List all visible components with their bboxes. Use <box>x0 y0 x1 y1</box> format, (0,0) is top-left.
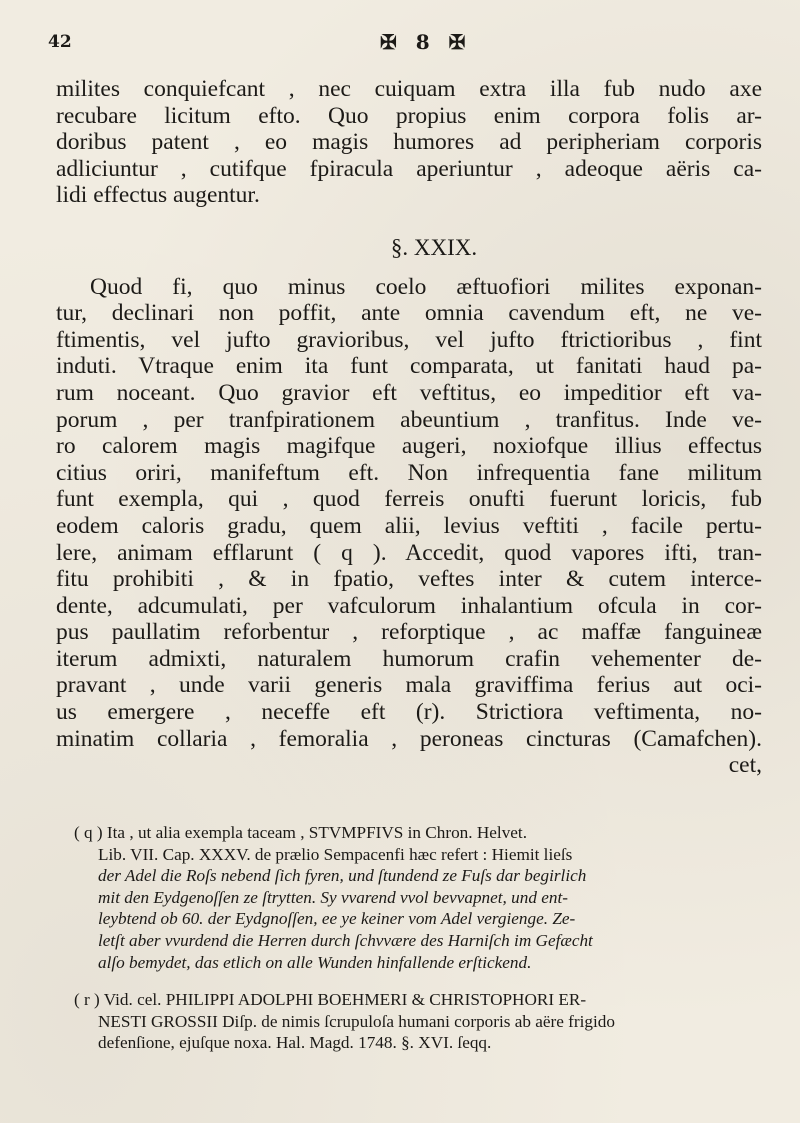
text-line: iterum admixti, naturalem humorum crafin vehementer de- <box>56 645 762 672</box>
section-heading: §. XXIX. <box>390 234 478 260</box>
footnote-r-line: ( r ) Vid. cel. PHILIPPI ADOLPHI BOEHMERI & CHRISTOPHORI ER- <box>74 990 587 1010</box>
text-line: porum , per tranfpirationem abeuntium , tranfitus. Inde ve- <box>56 406 762 433</box>
text-line: us emergere , neceffe eft (r). Strictiora veftimenta, no- <box>56 699 762 726</box>
footnote-r-line: NESTI GROSSII Diſp. de nimis ſcrupuloſa humani corporis ab aëre frigido <box>98 1011 615 1031</box>
text-line: funt exempla, qui , quod ferreis onufti fuerunt loricis, fub <box>56 486 762 513</box>
text-line: pus paullatim reforbentur , reforptique , ac maffæ fanguineæ <box>56 619 762 646</box>
footnote-q-line: der Adel die Roſs nebend ſich fyren, und ſtundend ze Fuſs dar begirlich <box>98 866 587 886</box>
footnote-q-line: mit den Eydgenoſſen ze ſtrytten. Sy vvarend vvol bevvapnet, und ent- <box>98 887 568 907</box>
text-line: induti. Vtraque enim ita funt comparata, ut fanitati haud pa- <box>56 353 762 380</box>
footnote-q-line: letſt aber vvurdend die Herren durch ſchvvære des Harniſch im Gefæcht <box>98 930 593 950</box>
footnotes <box>74 822 758 1054</box>
text-line: adliciuntur , cutifque fpiracula aperiuntur , adeoque aëris ca- <box>56 155 762 182</box>
text-line: rum noceant. Quo gravior eft veftitus, eo impeditior eft va- <box>56 379 762 406</box>
text-line: minatim collaria , femoralia , peroneas cincturas (Camafchen). <box>56 725 762 752</box>
text-line: citius oriri, manifeftum eft. Non infrequentia fane militum <box>56 459 762 486</box>
page-number: 42 <box>48 32 72 52</box>
text-line: ro calorem magis magifque augeri, noxiofque illius effectus <box>56 433 762 460</box>
text-line: recubare licitum efto. Quo propius enim corpora folis ar- <box>56 102 762 129</box>
text-line: pravant , unde varii generis mala graviffima ferius aut oci- <box>56 672 762 699</box>
footnote-q-line: Lib. VII. Cap. XXXV. de prælio Sempacenfi hæc refert : Hiemit lieſs <box>98 844 573 864</box>
footnote-q-line: leybtend ob 60. der Eydgnoſſen, ee ye keiner vom Adel vergienge. Ze- <box>98 909 576 929</box>
text-line: doribus patent , eo magis humores ad peripheriam corporis <box>56 129 762 156</box>
page-header <box>48 28 768 58</box>
text-line: ftimentis, vel jufto gravioribus, vel jufto ftrictioribus , fint <box>56 326 762 353</box>
footnote-q-line: alſo bemydet, das etlich on alle Wunden hinfallende erſtickend. <box>98 952 532 972</box>
text-line: lere, animam efflarunt ( q ). Accedit, quod vapores ifti, tran- <box>56 539 762 566</box>
text-line: fitu prohibiti , & in fpatio, veftes inter & cutem interce- <box>56 566 762 593</box>
text-line: eodem caloris gradu, quem alii, levius veftiti , facile pertu- <box>56 512 762 539</box>
footnote-r-line: defenſione, ejuſque noxa. Hal. Magd. 1748. §. XVI. ſeqq. <box>98 1033 492 1053</box>
main-text <box>56 76 762 779</box>
text-line: dente, adcumulati, per vafculorum inhalantium ofcula in cor- <box>56 592 762 619</box>
text-line: Quod fi, quo minus coelo æftuofiori milites exponan- <box>90 273 762 300</box>
footnote-gap <box>74 973 758 989</box>
text-line: milites conquiefcant , nec cuiquam extra illa fub nudo axe <box>56 76 762 102</box>
footnote-q-line: ( q ) Ita , ut alia exempla taceam , STVMPFIVS in Chron. Helvet. <box>74 823 527 842</box>
text-line: lidi effectus augentur. <box>56 182 260 209</box>
text-line: tur, declinari non poffit, ante omnia cavendum eft, ne ve- <box>56 300 762 327</box>
catchword: cet, <box>728 752 762 779</box>
header-ornament: ✠ 8 ✠ <box>380 30 472 54</box>
